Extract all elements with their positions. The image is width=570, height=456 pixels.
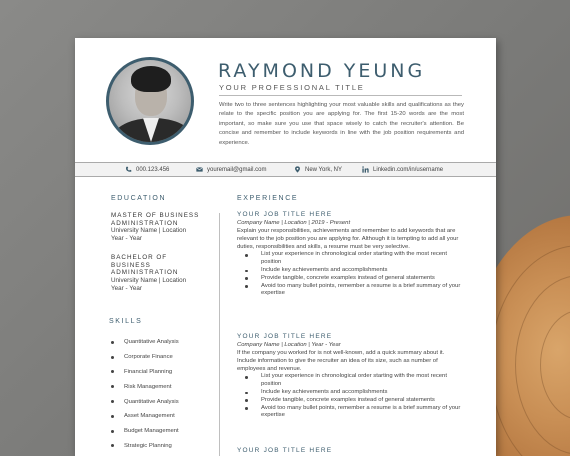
professional-title: YOUR PROFESSIONAL TITLE (219, 83, 365, 92)
job-entry (237, 446, 462, 455)
header-rule (219, 95, 462, 96)
column-divider (219, 213, 220, 456)
candidate-name: RAYMOND YEUNG (218, 60, 426, 82)
skill-item: Risk Management (111, 379, 179, 394)
job-company: Company Name | Location | Year - Year (237, 342, 341, 348)
linkedin-icon (362, 166, 369, 173)
map-pin-icon (294, 166, 301, 173)
degree-name: MASTER OF BUSINESS ADMINISTRATION (111, 212, 200, 227)
email-text: youremail@gmail.com (207, 166, 267, 173)
job-bullet: Provide tangible, concrete examples instead of general statements (245, 275, 462, 283)
location-text: New York, NY (305, 166, 343, 173)
job-description: Explain your responsibilities, achievements and remember to add keywords that are relevant to the job position you are applying for. Although it is tempting to add all your duties, responsibilities and skills, a resume must be very selective. (237, 228, 459, 250)
job-bullets (245, 373, 462, 420)
skills-list (111, 335, 179, 453)
skill-item: Quantitative Analysis (111, 394, 179, 409)
skill-item: Strategic Planning (111, 439, 179, 454)
skill-item: Budget Management (111, 424, 179, 439)
job-bullet: Include key achievements and accomplishments (245, 267, 462, 275)
job-bullet: Include key achievements and accomplishments (245, 389, 462, 397)
education-entry (111, 254, 193, 293)
contact-email[interactable] (196, 166, 266, 173)
profile-photo (106, 57, 194, 145)
degree-name: BACHELOR OF BUSINESS ADMINISTRATION (111, 254, 179, 277)
skill-item: Corporate Finance (111, 350, 179, 365)
envelope-icon (196, 166, 203, 173)
job-company: Company Name | Location | 2019 - Present (237, 220, 351, 226)
experience-heading: EXPERIENCE (237, 195, 299, 202)
resume-page (75, 38, 496, 456)
job-title: YOUR JOB TITLE HERE (237, 211, 333, 218)
skill-item: Asset Management (111, 409, 179, 424)
contact-location (294, 166, 342, 173)
linkedin-text: Linkedin.com/in/username (373, 166, 444, 173)
job-bullet: Avoid too many bullet points, remember a resume is a brief summary of your expertise (245, 405, 462, 421)
job-title: YOUR JOB TITLE HERE (237, 447, 333, 454)
education-heading: EDUCATION (111, 195, 167, 202)
school-name: University Name | Location (111, 227, 187, 235)
phone-text: 000.123.456 (136, 166, 170, 173)
education-years: Year - Year (111, 235, 142, 243)
contact-linkedin[interactable] (362, 166, 443, 173)
education-entry (111, 212, 211, 243)
skills-heading: SKILLS (109, 318, 143, 325)
skill-item: Quantitative Analysis (111, 335, 179, 350)
skill-item: Financial Planning (111, 365, 179, 380)
job-title: YOUR JOB TITLE HERE (237, 333, 333, 340)
job-bullet: Provide tangible, concrete examples instead of general statements (245, 397, 462, 405)
contact-bar (75, 162, 496, 177)
job-entry (237, 210, 462, 298)
job-bullet: Avoid too many bullet points, remember a resume is a brief summary of your expertise (245, 283, 462, 299)
contact-phone[interactable] (125, 166, 169, 173)
job-entry (237, 332, 462, 420)
phone-icon (125, 166, 132, 173)
school-name: University Name | Location (111, 277, 187, 285)
education-years: Year - Year (111, 284, 142, 292)
job-bullet: List your experience in chronological order starting with the most recent position (245, 373, 462, 389)
job-bullets (245, 251, 462, 298)
job-description: If the company you worked for is not well-known, add a quick summary about it. Include information to give the recruiter an idea of its size, such as number of employees and revenue. (237, 350, 445, 372)
profile-summary: Write two to three sentences highlighting your most valuable skills and qualifications as they relate to the specific position you are applying for. The first 15-20 words are the most important, so make sure you use that space wisely to catch the recruiter's attention. Be concise and remember to include keywords in line with the job position requirements and experience. (219, 102, 464, 146)
job-bullet: List your experience in chronological order starting with the most recent position (245, 251, 462, 267)
